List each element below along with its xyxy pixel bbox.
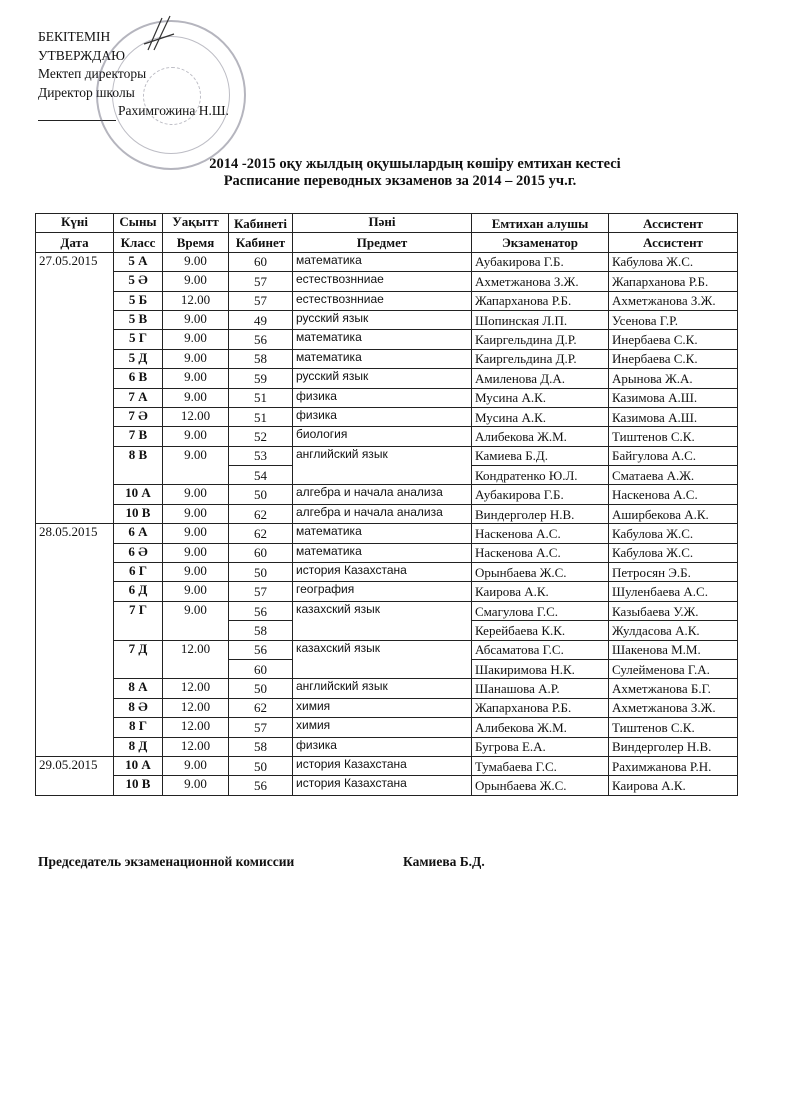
cabinet-cell: 58 — [229, 349, 293, 368]
table-row — [36, 737, 738, 756]
cabinet-cell: 53 — [229, 446, 293, 465]
subject-cell: физика — [293, 407, 472, 426]
class-cell: 7 Г — [114, 601, 163, 640]
table-row — [36, 718, 738, 737]
cabinet-cell: 58 — [229, 621, 293, 640]
assistant-cell: Сматаева А.Ж. — [609, 466, 738, 485]
approve-ru: УТВЕРЖДАЮ — [38, 47, 126, 63]
title-russian: Расписание переводных экзаменов за 2014 – 2015 уч.г. — [223, 173, 577, 189]
examiner-cell: Абсаматова Г.С. — [472, 640, 609, 659]
director-title-ru: Директор школы — [38, 84, 135, 100]
time-cell: 9.00 — [163, 330, 229, 349]
assistant-cell: Усенова Г.Р. — [609, 310, 738, 329]
table-row — [36, 388, 738, 407]
examiner-cell: Тумабаева Г.С. — [472, 756, 609, 775]
class-cell: 8 А — [114, 679, 163, 698]
cabinet-cell: 50 — [229, 563, 293, 582]
assistant-cell: Казимова А.Ш. — [609, 388, 738, 407]
subject-cell: английский язык — [293, 446, 472, 485]
table-row — [36, 582, 738, 601]
time-cell: 9.00 — [163, 504, 229, 523]
subject-cell: математика — [293, 252, 472, 271]
header-row-kz — [36, 214, 738, 233]
class-cell: 6 А — [114, 524, 163, 543]
table-row — [36, 446, 738, 465]
assistant-cell: Виндерголер Н.В. — [609, 737, 738, 756]
examiner-cell: Орынбаева Ж.С. — [472, 776, 609, 795]
assistant-cell: Казимова А.Ш. — [609, 407, 738, 426]
assistant-cell: Сулейменова Г.А. — [609, 659, 738, 678]
director-name: Рахимгожина Н.Ш. — [118, 103, 229, 118]
time-cell: 9.00 — [163, 349, 229, 368]
time-cell: 12.00 — [163, 640, 229, 679]
subject-cell: математика — [293, 349, 472, 368]
subject-cell: химия — [293, 698, 472, 717]
assistant-cell: Арынова Ж.А. — [609, 369, 738, 388]
table-row — [36, 330, 738, 349]
examiner-cell: Шанашова А.Р. — [472, 679, 609, 698]
col-subject-kz: Пәні — [293, 214, 472, 233]
examiner-cell: Ахметжанова З.Ж. — [472, 272, 609, 291]
exam-schedule-table — [35, 213, 738, 796]
examiner-cell: Аубакирова Г.Б. — [472, 252, 609, 271]
cabinet-cell: 56 — [229, 776, 293, 795]
class-cell: 5 Д — [114, 349, 163, 368]
assistant-cell: Каирова А.К. — [609, 776, 738, 795]
assistant-cell: Ахметжанова З.Ж. — [609, 291, 738, 310]
examiner-cell: Алибекова Ж.М. — [472, 427, 609, 446]
signature-icon — [140, 14, 180, 54]
examiner-cell: Кондратенко Ю.Л. — [472, 466, 609, 485]
cabinet-cell: 60 — [229, 543, 293, 562]
table-row — [36, 427, 738, 446]
commission-chair-name: Камиева Б.Д. — [403, 854, 485, 869]
class-cell: 8 Д — [114, 737, 163, 756]
time-cell: 9.00 — [163, 310, 229, 329]
cabinet-cell: 62 — [229, 504, 293, 523]
col-subject-ru: Предмет — [293, 233, 472, 252]
subject-cell: физика — [293, 737, 472, 756]
header-row-ru — [36, 233, 738, 252]
class-cell: 8 Ә — [114, 698, 163, 717]
date-cell: 27.05.2015 — [36, 252, 114, 523]
subject-cell: математика — [293, 330, 472, 349]
examiner-cell: Орынбаева Ж.С. — [472, 563, 609, 582]
cabinet-cell: 54 — [229, 466, 293, 485]
time-cell: 9.00 — [163, 252, 229, 271]
col-assistant-kz: Ассистент — [609, 214, 738, 233]
subject-cell: естествознниае — [293, 291, 472, 310]
time-cell: 9.00 — [163, 272, 229, 291]
cabinet-cell: 62 — [229, 698, 293, 717]
class-cell: 7 Ә — [114, 407, 163, 426]
assistant-cell: Жапарханова Р.Б. — [609, 272, 738, 291]
subject-cell: алгебра и начала анализа — [293, 485, 472, 504]
time-cell: 9.00 — [163, 756, 229, 775]
examiner-cell: Наскенова А.С. — [472, 543, 609, 562]
subject-cell: казахский язык — [293, 601, 472, 640]
col-cabinet-ru: Кабинет — [229, 233, 293, 252]
date-cell: 29.05.2015 — [36, 756, 114, 795]
commission-chair-label: Председатель экзаменационной комиссии — [38, 854, 295, 869]
class-cell: 10 А — [114, 485, 163, 504]
approve-kz: БЕКІТЕМІН — [38, 29, 111, 44]
table-row — [36, 776, 738, 795]
assistant-cell: Шакенова М.М. — [609, 640, 738, 659]
col-class-ru: Класс — [114, 233, 163, 252]
assistant-cell: Инербаева С.К. — [609, 330, 738, 349]
cabinet-cell: 58 — [229, 737, 293, 756]
cabinet-cell: 60 — [229, 252, 293, 271]
director-title-kz: Мектеп директоры — [38, 66, 147, 81]
assistant-cell: Ахметжанова З.Ж. — [609, 698, 738, 717]
examiner-cell: Аубакирова Г.Б. — [472, 485, 609, 504]
subject-cell: русский язык — [293, 310, 472, 329]
table-row — [36, 504, 738, 523]
time-cell: 9.00 — [163, 776, 229, 795]
examiner-cell: Виндерголер Н.В. — [472, 504, 609, 523]
subject-cell: математика — [293, 524, 472, 543]
assistant-cell: Шуленбаева А.С. — [609, 582, 738, 601]
table-row — [36, 252, 738, 271]
examiner-cell: Мусина А.К. — [472, 407, 609, 426]
assistant-cell: Кабулова Ж.С. — [609, 252, 738, 271]
assistant-cell: Ахметжанова Б.Г. — [609, 679, 738, 698]
subject-cell: биология — [293, 427, 472, 446]
examiner-cell: Шопинская Л.П. — [472, 310, 609, 329]
class-cell: 6 Д — [114, 582, 163, 601]
class-cell: 10 А — [114, 756, 163, 775]
cabinet-cell: 51 — [229, 407, 293, 426]
assistant-cell: Байгулова А.С. — [609, 446, 738, 465]
cabinet-cell: 60 — [229, 659, 293, 678]
examiner-cell: Каирова А.К. — [472, 582, 609, 601]
class-cell: 5 Б — [114, 291, 163, 310]
class-cell: 7 А — [114, 388, 163, 407]
time-cell: 12.00 — [163, 737, 229, 756]
table-row — [36, 524, 738, 543]
examiner-cell: Каиргельдина Д.Р. — [472, 330, 609, 349]
class-cell: 7 В — [114, 427, 163, 446]
time-cell: 9.00 — [163, 485, 229, 504]
examiner-cell: Наскенова А.С. — [472, 524, 609, 543]
class-cell: 6 Г — [114, 563, 163, 582]
cabinet-cell: 59 — [229, 369, 293, 388]
time-cell: 9.00 — [163, 446, 229, 485]
assistant-cell: Петросян Э.Б. — [609, 563, 738, 582]
time-cell: 12.00 — [163, 718, 229, 737]
subject-cell: химия — [293, 718, 472, 737]
assistant-cell: Казыбаева У.Ж. — [609, 601, 738, 620]
class-cell: 7 Д — [114, 640, 163, 679]
table-row — [36, 272, 738, 291]
table-row — [36, 407, 738, 426]
time-cell: 12.00 — [163, 679, 229, 698]
examiner-cell: Смагулова Г.С. — [472, 601, 609, 620]
class-cell: 8 В — [114, 446, 163, 485]
cabinet-cell: 56 — [229, 330, 293, 349]
cabinet-cell: 50 — [229, 756, 293, 775]
examiner-cell: Амиленова Д.А. — [472, 369, 609, 388]
title-kazakh: 2014 -2015 оқу жылдың оқушылардың көшіру емтихан кестесі — [209, 156, 621, 172]
table-row — [36, 349, 738, 368]
cabinet-cell: 57 — [229, 718, 293, 737]
assistant-cell: Кабулова Ж.С. — [609, 543, 738, 562]
class-cell: 10 В — [114, 776, 163, 795]
table-row — [36, 756, 738, 775]
col-class-kz: Сыны — [114, 214, 163, 233]
col-cabinet-kz: Кабинеті — [229, 214, 293, 233]
examiner-cell: Мусина А.К. — [472, 388, 609, 407]
assistant-cell: Наскенова А.С. — [609, 485, 738, 504]
examiner-cell: Жапарханова Р.Б. — [472, 698, 609, 717]
table-row — [36, 543, 738, 562]
time-cell: 9.00 — [163, 369, 229, 388]
col-time-ru: Время — [163, 233, 229, 252]
cabinet-cell: 50 — [229, 679, 293, 698]
table-row — [36, 485, 738, 504]
table-row — [36, 310, 738, 329]
time-cell: 9.00 — [163, 388, 229, 407]
cabinet-cell: 49 — [229, 310, 293, 329]
assistant-cell: Аширбекова А.К. — [609, 504, 738, 523]
subject-cell: география — [293, 582, 472, 601]
cabinet-cell: 51 — [229, 388, 293, 407]
col-date-kz: Күні — [36, 214, 114, 233]
examiner-cell: Бугрова Е.А. — [472, 737, 609, 756]
examiner-cell: Камиева Б.Д. — [472, 446, 609, 465]
col-examiner-ru: Экзаменатор — [472, 233, 609, 252]
subject-cell: история Казахстана — [293, 776, 472, 795]
examiner-cell: Жапарханова Р.Б. — [472, 291, 609, 310]
assistant-cell: Инербаева С.К. — [609, 349, 738, 368]
time-cell: 9.00 — [163, 427, 229, 446]
examiner-cell: Шакиримова Н.К. — [472, 659, 609, 678]
col-date-ru: Дата — [36, 233, 114, 252]
time-cell: 12.00 — [163, 698, 229, 717]
time-cell: 9.00 — [163, 563, 229, 582]
class-cell: 5 Ә — [114, 272, 163, 291]
time-cell: 9.00 — [163, 582, 229, 601]
assistant-cell: Кабулова Ж.С. — [609, 524, 738, 543]
table-row — [36, 698, 738, 717]
cabinet-cell: 57 — [229, 291, 293, 310]
subject-cell: история Казахстана — [293, 756, 472, 775]
table-row — [36, 369, 738, 388]
assistant-cell: Жулдасова А.К. — [609, 621, 738, 640]
cabinet-cell: 62 — [229, 524, 293, 543]
assistant-cell: Рахимжанова Р.Н. — [609, 756, 738, 775]
subject-cell: математика — [293, 543, 472, 562]
class-cell: 5 А — [114, 252, 163, 271]
subject-cell: русский язык — [293, 369, 472, 388]
cabinet-cell: 56 — [229, 601, 293, 620]
table-row — [36, 563, 738, 582]
time-cell: 9.00 — [163, 524, 229, 543]
class-cell: 6 В — [114, 369, 163, 388]
subject-cell: естествознниае — [293, 272, 472, 291]
subject-cell: история Казахстана — [293, 563, 472, 582]
assistant-cell: Тиштенов С.К. — [609, 718, 738, 737]
class-cell: 5 Г — [114, 330, 163, 349]
subject-cell: алгебра и начала анализа — [293, 504, 472, 523]
table-row — [36, 679, 738, 698]
date-cell: 28.05.2015 — [36, 524, 114, 757]
col-examiner-kz: Емтихан алушы — [472, 214, 609, 233]
cabinet-cell: 50 — [229, 485, 293, 504]
subject-cell: физика — [293, 388, 472, 407]
examiner-cell: Каиргельдина Д.Р. — [472, 349, 609, 368]
cabinet-cell: 56 — [229, 640, 293, 659]
time-cell: 9.00 — [163, 543, 229, 562]
table-row — [36, 640, 738, 659]
examiner-cell: Алибекова Ж.М. — [472, 718, 609, 737]
time-cell: 9.00 — [163, 601, 229, 640]
col-time-kz: Уақытт — [163, 214, 229, 233]
class-cell: 6 Ә — [114, 543, 163, 562]
col-assistant-ru: Ассистент — [609, 233, 738, 252]
table-row — [36, 601, 738, 620]
examiner-cell: Керейбаева К.К. — [472, 621, 609, 640]
class-cell: 8 Г — [114, 718, 163, 737]
time-cell: 12.00 — [163, 291, 229, 310]
class-cell: 10 В — [114, 504, 163, 523]
class-cell: 5 В — [114, 310, 163, 329]
cabinet-cell: 57 — [229, 582, 293, 601]
cabinet-cell: 52 — [229, 427, 293, 446]
table-row — [36, 291, 738, 310]
assistant-cell: Тиштенов С.К. — [609, 427, 738, 446]
time-cell: 12.00 — [163, 407, 229, 426]
cabinet-cell: 57 — [229, 272, 293, 291]
subject-cell: английский язык — [293, 679, 472, 698]
subject-cell: казахский язык — [293, 640, 472, 679]
